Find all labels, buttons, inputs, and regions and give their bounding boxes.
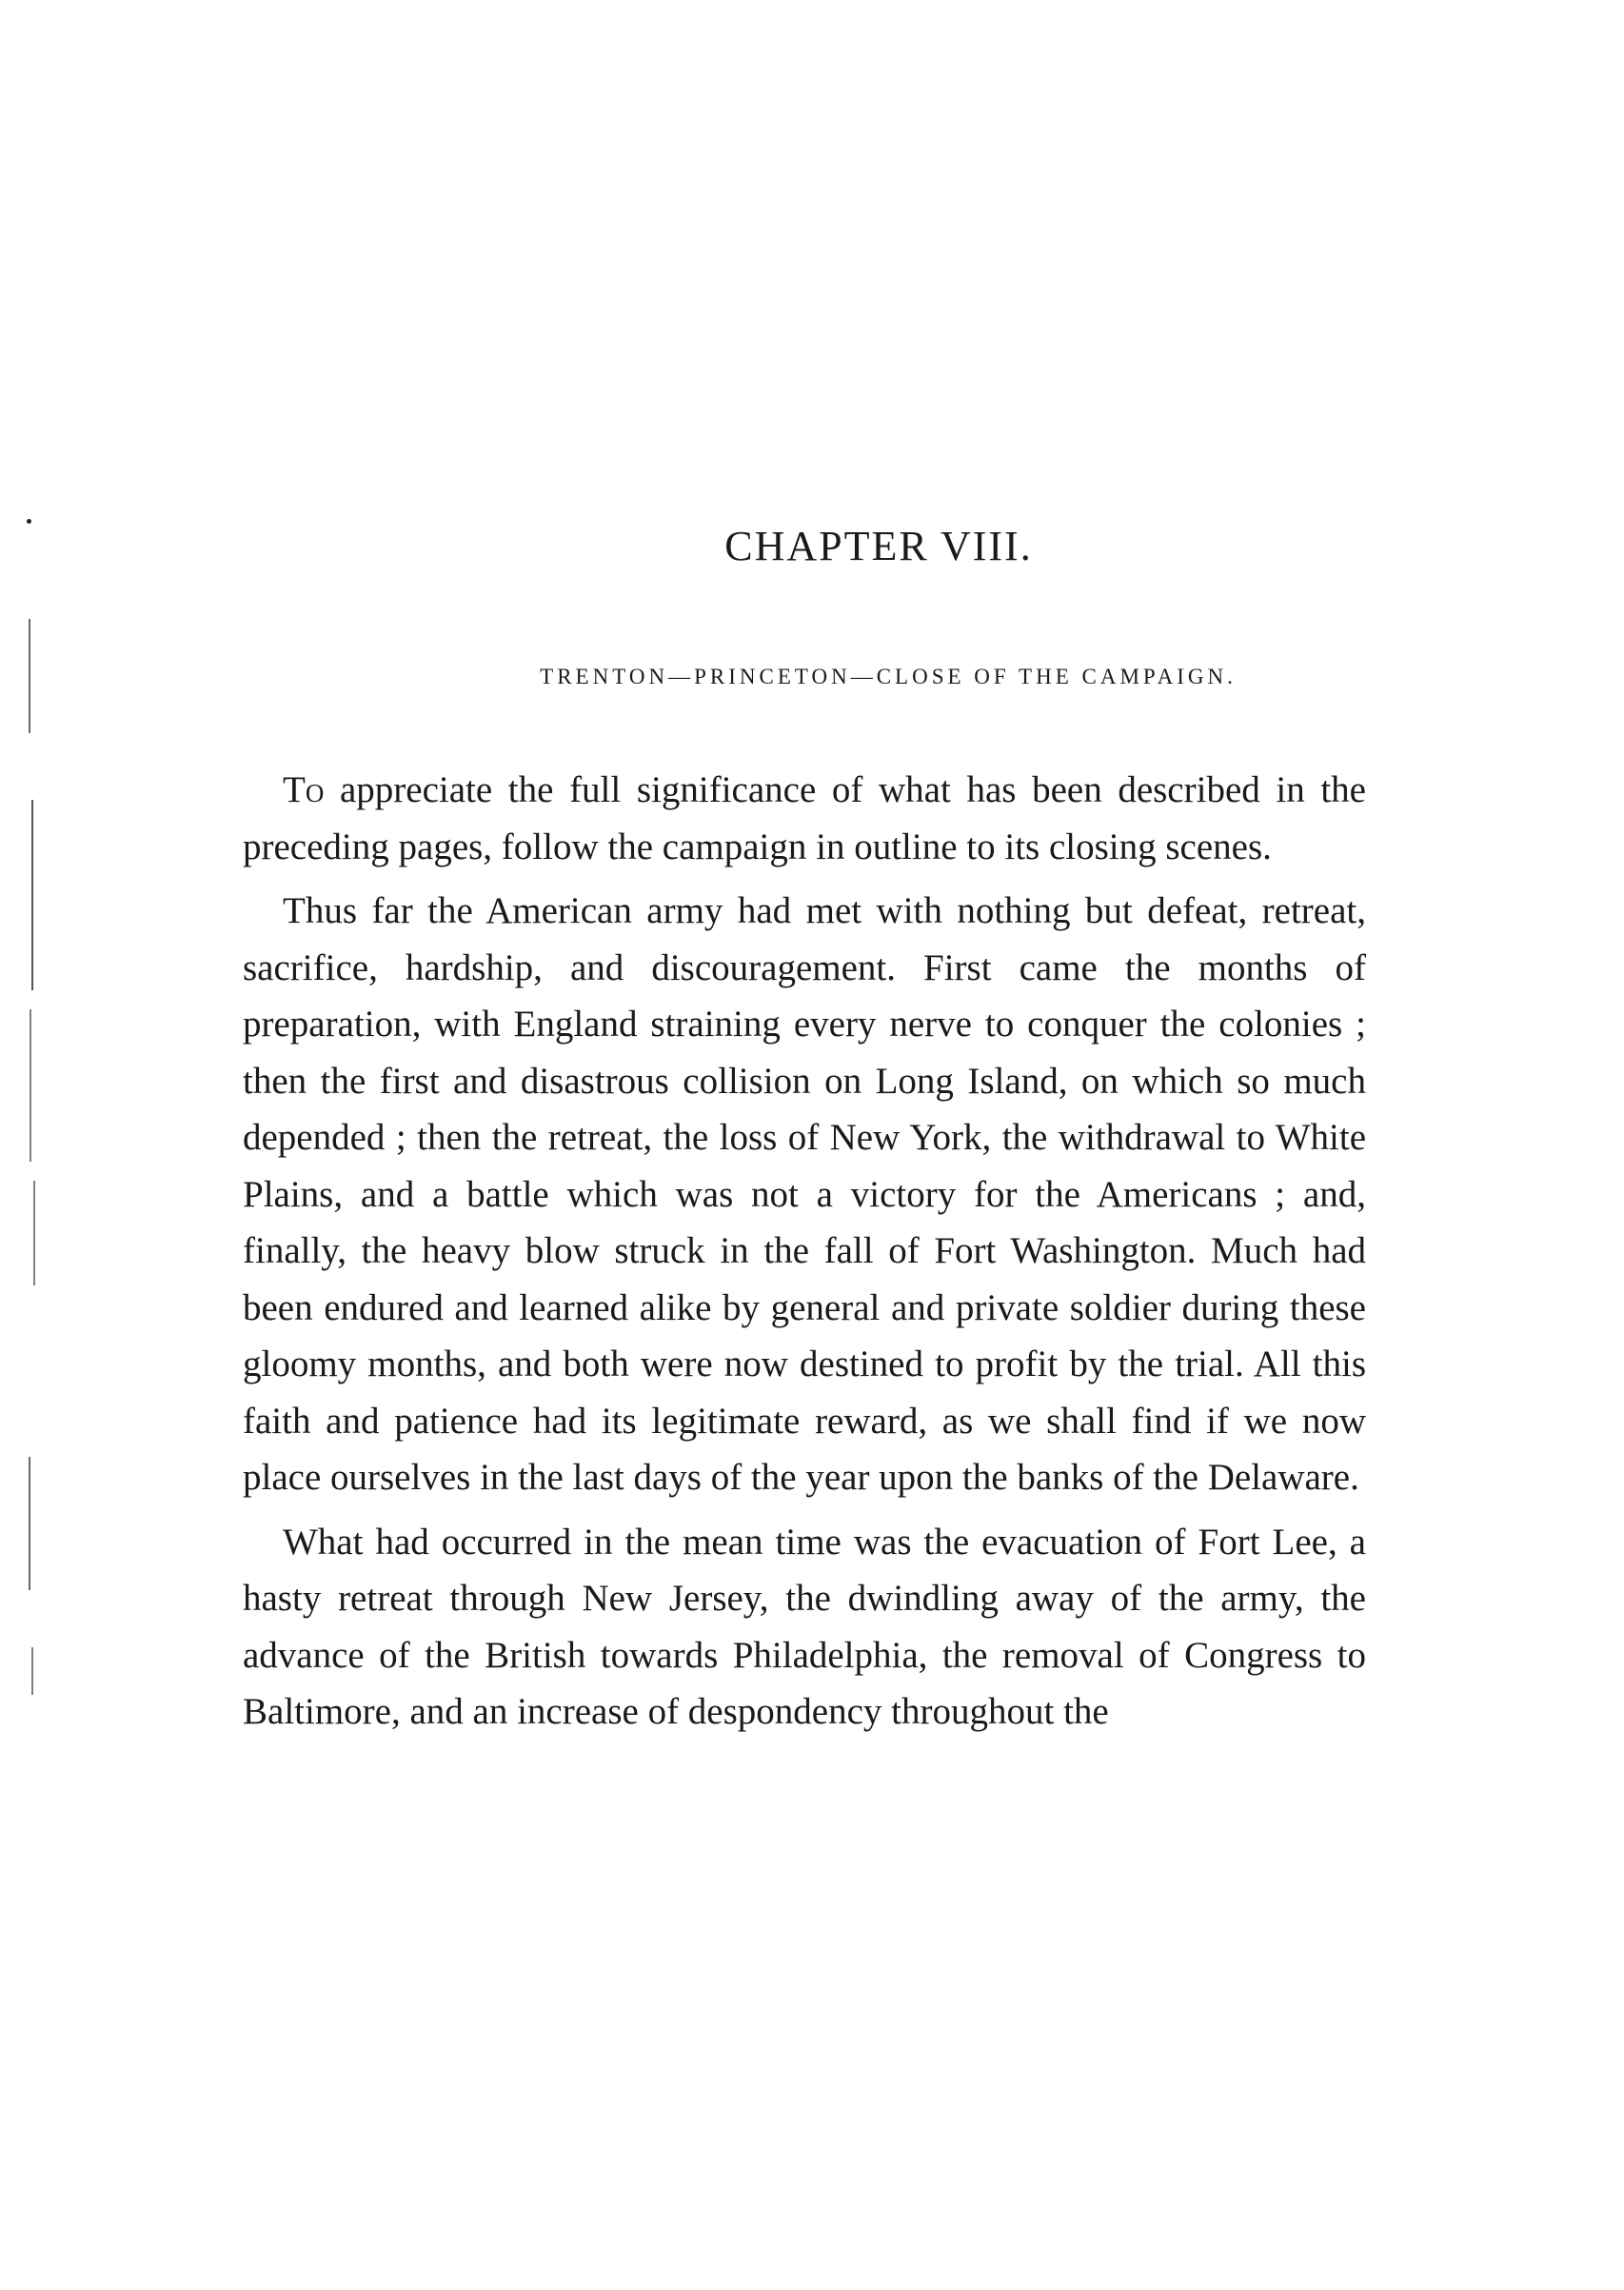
chapter-title: CHAPTER VIII. — [724, 523, 1033, 569]
scan-edge-mark — [29, 1457, 30, 1590]
paragraph: What had occurred in the mean time was the evacuation of Fort Lee, a hasty retreat through New Jersey, the dwindling away of the army, the advance of the British towards Philadelphia, the removal of Congress to Baltimore, and an increase of despondency throughout the — [243, 1521, 1366, 1732]
chapter-subtitle: TRENTON—PRINCETON—CLOSE OF THE CAMPAIGN. — [540, 665, 1237, 688]
paragraph-lead-word: To — [283, 769, 325, 810]
scan-edge-dot — [27, 519, 31, 524]
scan-edge-mark — [30, 1009, 31, 1162]
scan-edge-mark — [33, 1181, 35, 1285]
scan-edge-mark — [31, 1647, 33, 1695]
scan-edge-mark — [31, 800, 33, 990]
paragraph — [243, 762, 1366, 875]
scan-edge-mark — [29, 619, 30, 733]
body-text — [243, 762, 1366, 1748]
paragraph-text: appreciate the full significance of what has been described in the preceding pages, follow the campaign in outline to its closing scenes. — [243, 769, 1366, 867]
paragraph: Thus far the American army had met with nothing but defeat, retreat, sacrifice, hardship, and discouragement. First came the months of preparation, with England straining every nerve to conquer the colonies ; then the first and disastrous collision on Long Island, on which so much depended ; then the retreat, the loss of New York, the withdrawal to White Plains, and a battle which was not a victory for the Americans ; and, finally, the heavy blow struck in the fall of Fort Washington. Much had been endured and learned alike by general and private soldier during these gloomy months, and both were now destined to profit by the trial. All this faith and patience had its legitimate reward, as we shall find if we now place ourselves in the last days of the year upon the banks of the Delaware. — [243, 890, 1366, 1498]
